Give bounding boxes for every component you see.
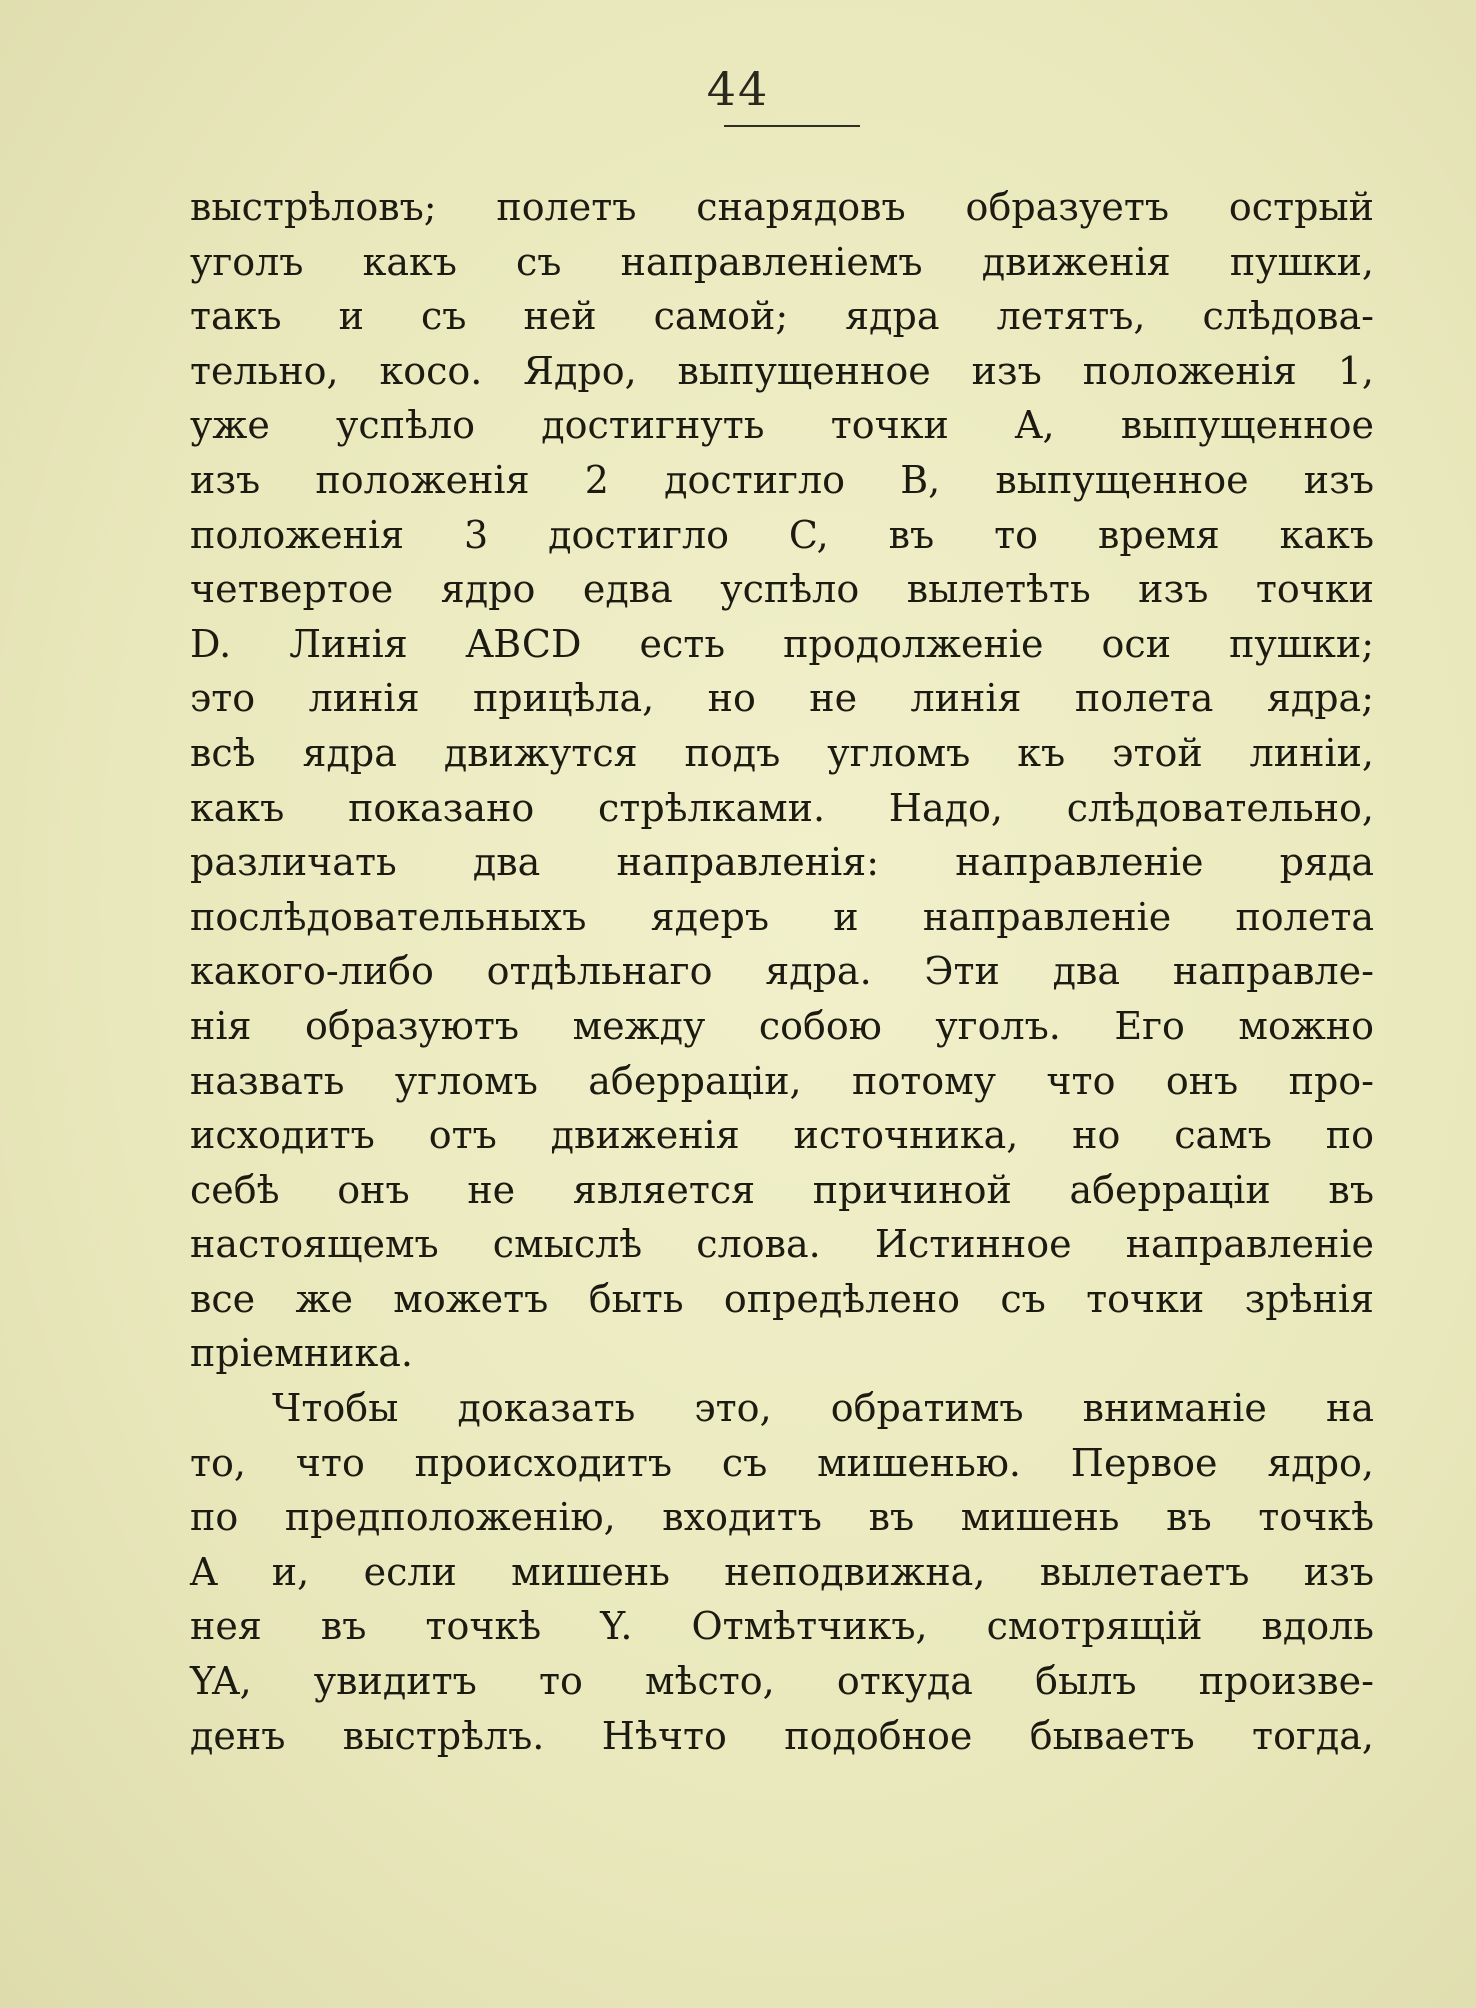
text-line: себѣ онъ не является причиной аберраціи въ [190, 1167, 1374, 1212]
page-number: 44 [706, 62, 770, 116]
text-line: изъ положенія 2 достигло B, выпущенное изъ [190, 457, 1374, 502]
text-line: назвать угломъ аберраціи, потому что онъ про- [190, 1058, 1374, 1103]
text-line: денъ выстрѣлъ. Нѣчто подобное бываетъ тогда, [190, 1713, 1374, 1758]
text-line: уголъ какъ съ направленіемъ движенія пушки, [190, 239, 1374, 284]
body-text [190, 180, 1374, 1763]
text-line: послѣдовательныхъ ядеръ и направленіе полета [190, 894, 1374, 939]
text-line: YA, увидитъ то мѣсто, откуда былъ произве- [190, 1659, 1374, 1704]
text-line: выстрѣловъ; полетъ снарядовъ образуетъ острый [190, 185, 1374, 229]
text-line: какого-либо отдѣльнаго ядра. Эти два направле- [190, 949, 1374, 994]
paragraph-first-line: Чтобы доказать это, обратимъ вниманіе на [272, 1386, 1374, 1431]
text-line: какъ показано стрѣлками. Надо, слѣдовательно, [190, 785, 1374, 830]
text-line: это линія прицѣла, но не линія полета ядра; [190, 676, 1374, 721]
text-line: исходитъ отъ движенія источника, но самъ по [190, 1113, 1374, 1158]
text-line: тельно, косо. Ядро, выпущенное изъ положенія 1, [190, 348, 1374, 393]
text-line: все же можетъ быть опредѣлено съ точки зрѣнія [190, 1276, 1374, 1321]
text-line: D. Линія ABCD есть продолженіе оси пушки; [190, 621, 1374, 666]
text-line: такъ и съ ней самой; ядра летятъ, слѣдова- [190, 294, 1374, 339]
text-line: A и, если мишень неподвижна, вылетаетъ изъ [190, 1549, 1374, 1594]
text-line: пріемника. [190, 1331, 413, 1376]
text-line: по предположенію, входитъ въ мишень въ точкѣ [190, 1495, 1374, 1540]
text-line: четвертое ядро едва успѣло вылетѣть изъ точки [190, 567, 1374, 612]
text-line: уже успѣло достигнуть точки A, выпущенное [190, 403, 1374, 448]
text-line: всѣ ядра движутся подъ угломъ къ этой линіи, [190, 730, 1374, 775]
text-line: различать два направленія: направленіе ряда [190, 840, 1374, 885]
text-line: нея въ точкѣ Y. Отмѣтчикъ, смотрящій вдоль [190, 1604, 1374, 1649]
text-line: нія образуютъ между собою уголъ. Его можно [190, 1003, 1374, 1048]
text-line: то, что происходитъ съ мишенью. Первое ядро, [190, 1440, 1374, 1485]
text-line: положенія 3 достигло C, въ то время какъ [190, 512, 1374, 557]
page-number-rule [724, 125, 860, 127]
text-line: настоящемъ смыслѣ слова. Истинное направленіе [190, 1222, 1374, 1267]
